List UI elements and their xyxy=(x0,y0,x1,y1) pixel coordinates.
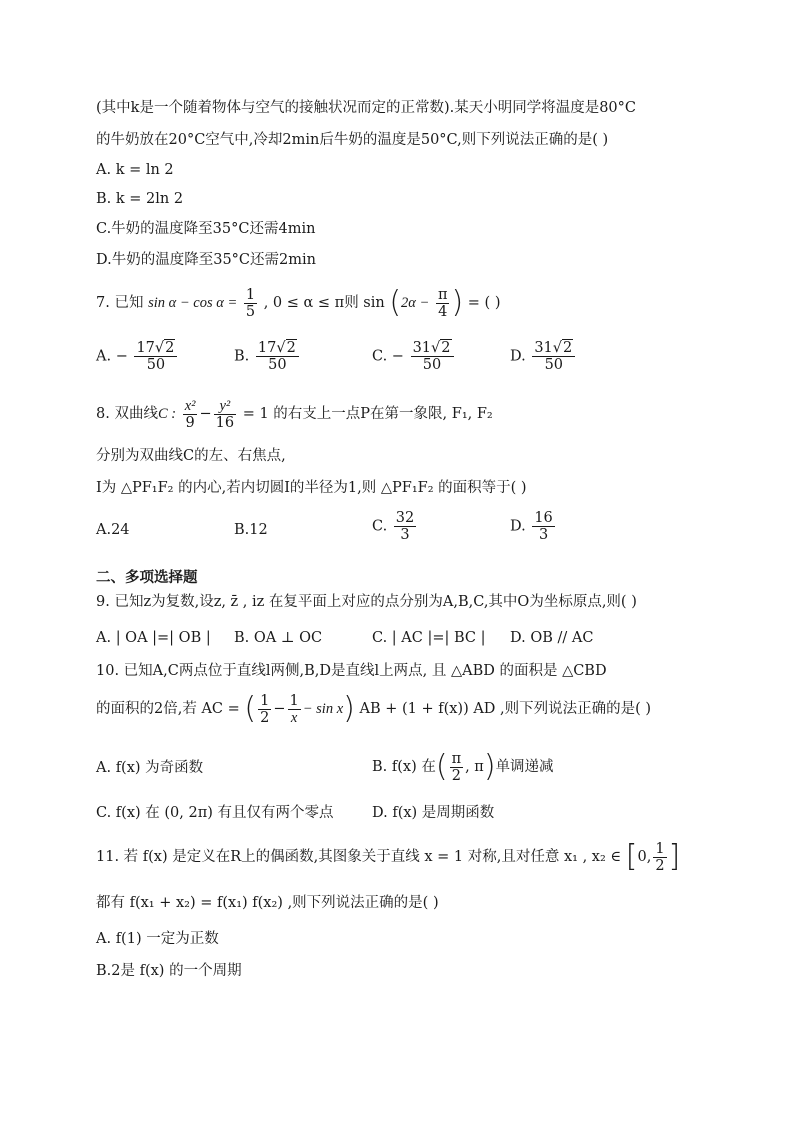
q9-stem: 9. 已知z为复数,设z, z̄ , iz 在复平面上对应的点分别为A,B,C,其中O为坐标原点,则( ) xyxy=(96,594,637,610)
q7-tail: = ( ) xyxy=(467,295,501,311)
q8-option-d xyxy=(510,510,557,543)
q10-option-b xyxy=(372,750,554,784)
q8-line2: 分别为双曲线C的左、右焦点, xyxy=(96,448,286,464)
q7-pi-fraction xyxy=(436,287,450,320)
q10-option-b-lparen: ( xyxy=(435,749,448,784)
q7-option-c-den: 50 xyxy=(422,357,442,373)
q10-inv-num: 1 xyxy=(289,692,299,709)
q7-inner: 2α − xyxy=(401,295,430,311)
q6-option-b: B. k = 2ln 2 xyxy=(96,191,184,207)
q7-option-a-den: 50 xyxy=(146,357,166,373)
q10-line1: 10. 已知A,C两点位于直线l两侧,B,D是直线l上两点, 且 △ABD 的面积是 △CBD xyxy=(96,663,607,679)
q7-option-d-num: 31 xyxy=(534,340,553,356)
q8-option-d-den: 3 xyxy=(538,527,549,543)
q10-line2 xyxy=(96,692,651,726)
q8-option-c-label: C. xyxy=(372,518,388,535)
q7-option-a-label: A. − xyxy=(96,348,128,365)
q9-option-c: C. | AC |=| BC | xyxy=(372,630,486,646)
q7-pi-num: π xyxy=(437,286,448,303)
q8-option-d-frac xyxy=(532,510,554,543)
q8-sixteen: 16 xyxy=(215,414,235,431)
q7-option-d xyxy=(510,340,577,373)
q10-option-c: C. f(x) 在 (0, 2π) 有且仅有两个零点 xyxy=(96,805,334,821)
q8-rest: = 1 的右支上一点P在第一象限, F₁, F₂ xyxy=(242,406,493,422)
q11-option-a: A. f(1) 一定为正数 xyxy=(96,931,219,947)
q7-option-b-den: 50 xyxy=(268,357,287,373)
q10-line2-a: 的面积的2倍,若 AC = xyxy=(96,701,240,717)
q11-zero: 0, xyxy=(637,849,652,865)
q10-option-b-b: 单调递减 xyxy=(495,759,554,775)
q7-fraction xyxy=(244,287,257,320)
q10-line2-b: AB + (1 + f(x)) AD ,则下列说法正确的是( ) xyxy=(359,701,652,717)
q8-x-fraction xyxy=(183,398,198,431)
q7-option-b-frac: $\frac{17√2}{50}$ xyxy=(256,340,299,373)
q8-option-a: A.24 xyxy=(96,522,130,538)
q10-half-den: 2 xyxy=(260,709,270,726)
q8-option-c xyxy=(372,510,418,543)
q6-line2: 的牛奶放在20°C空气中,冷却2min后牛奶的温度是50°C,则下列说法正确的是( ) xyxy=(96,132,609,148)
q7-option-d-den: 50 xyxy=(544,357,564,373)
q7-expr2: , 0 ≤ α ≤ π则 sin xyxy=(263,295,385,311)
q7-option-a-frac: $\frac{17√2}{50}$ xyxy=(134,340,177,373)
q10-inv-den: x xyxy=(290,709,298,726)
q7-right-paren: ) xyxy=(451,285,464,320)
q10-option-d: D. f(x) 是周期函数 xyxy=(372,805,495,821)
q10-half-num: 1 xyxy=(260,692,270,709)
q7-option-c-rad: 2 xyxy=(441,340,451,356)
q9-option-a: A. | OA |=| OB | xyxy=(96,630,211,646)
q7-left-paren: ( xyxy=(389,285,402,320)
q10-inverse-x xyxy=(288,693,301,726)
q11-line1 xyxy=(96,840,680,874)
q8-option-c-num: 32 xyxy=(395,510,415,526)
q7-option-d-frac: $\frac{31√2}{50}$ xyxy=(532,340,575,373)
q8-option-d-label: D. xyxy=(510,518,526,535)
q10-option-a: A. f(x) 为奇函数 xyxy=(96,760,204,776)
q7-option-b-label: B. xyxy=(234,348,250,365)
q8-line3: I为 △PF₁F₂ 的内心,若内切圆I的半径为1,则 △PF₁F₂ 的面积等于( ) xyxy=(96,480,527,496)
q8-prefix: 8. 双曲线 xyxy=(96,406,158,422)
q11-line2: 都有 f(x₁ + x₂) = f(x₁) f(x₂) ,则下列说法正确的是( ) xyxy=(96,895,439,911)
q10-option-b-den: 2 xyxy=(451,767,461,784)
q6-option-a: A. k = ln 2 xyxy=(96,162,174,178)
q10-half xyxy=(258,693,271,726)
q10-left-paren: ( xyxy=(244,691,257,726)
q10-minus: − xyxy=(273,701,286,717)
q7-stem xyxy=(96,286,500,320)
q7-option-b-num: 17 xyxy=(257,340,277,356)
q8-y2: y² xyxy=(214,398,236,415)
q8-stem: 8. 双曲线C : $\frac{\text{x²}}{9}$ − $\frac{\text{y²}}{16}$ = 1 的右支上一点P在第一象限, F₁, F₂ xyxy=(96,397,493,431)
q11-half xyxy=(653,841,666,874)
section-title: 二、多项选择题 xyxy=(96,570,198,586)
q7-prefix: 7. 已知 xyxy=(96,295,144,311)
q8-x2: x² xyxy=(184,397,196,414)
q7-option-c-frac: $\frac{31√2}{50}$ xyxy=(411,340,454,373)
q7-option-d-label: D. xyxy=(510,348,526,365)
q7-option-c-label: C. − xyxy=(372,348,404,365)
q11-half-den: 2 xyxy=(655,857,665,874)
q8-option-d-num: 16 xyxy=(534,510,553,526)
q11-right-bracket: ] xyxy=(668,839,681,874)
q8-option-b: B.12 xyxy=(234,522,268,538)
q7-option-b-rad: 2 xyxy=(286,340,296,356)
q11-option-b: B.2是 f(x) 的一个周期 xyxy=(96,963,242,979)
q7-frac-den: 5 xyxy=(245,303,256,320)
q7-option-a-num: 17 xyxy=(136,340,155,356)
q7-option-b xyxy=(234,340,301,373)
q11-half-num: 1 xyxy=(655,840,665,857)
q7-option-c xyxy=(372,340,456,373)
q9-option-d: D. OB // AC xyxy=(510,630,594,646)
q7-option-c-num: 31 xyxy=(412,340,432,356)
q8-y-fraction xyxy=(214,398,236,431)
q10-right-paren: ) xyxy=(343,691,355,726)
q6-option-d: D.牛奶的温度降至35°C还需2min xyxy=(96,252,316,268)
q11-left-bracket: [ xyxy=(625,839,638,874)
q8-option-c-frac xyxy=(394,510,416,543)
q10-option-b-frac xyxy=(450,751,464,784)
q7-option-a xyxy=(96,340,179,373)
q7-expr1: sin α − cos α = xyxy=(148,295,238,311)
q7-option-a-rad: 2 xyxy=(165,340,175,356)
q9-option-b: B. OA ⊥ OC xyxy=(234,630,323,646)
q7-pi-den: 4 xyxy=(438,303,448,320)
q7-frac-num: 1 xyxy=(245,286,256,303)
q7-option-d-rad: 2 xyxy=(563,340,573,356)
q8-curve-name: C : xyxy=(157,406,177,422)
q8-nine: 9 xyxy=(185,414,195,431)
q6-option-c: C.牛奶的温度降至35°C还需4min xyxy=(96,221,316,237)
q10-sinx: − sin x xyxy=(302,701,344,717)
q8-option-c-den: 3 xyxy=(400,527,410,543)
q10-option-b-num: π xyxy=(451,750,462,767)
q10-option-b-rparen: ) xyxy=(483,749,496,784)
q11-line1-a: 11. 若 f(x) 是定义在R上的偶函数,其图象关于直线 x = 1 对称,且对任意 x₁ , x₂ ∈ xyxy=(96,849,622,865)
q10-option-b-a: B. f(x) 在 xyxy=(372,759,436,775)
q10-option-b-pi: , π xyxy=(465,759,484,775)
q6-line1: (其中k是一个随着物体与空气的接触状况而定的正常数).某天小明同学将温度是80°C xyxy=(96,100,637,116)
